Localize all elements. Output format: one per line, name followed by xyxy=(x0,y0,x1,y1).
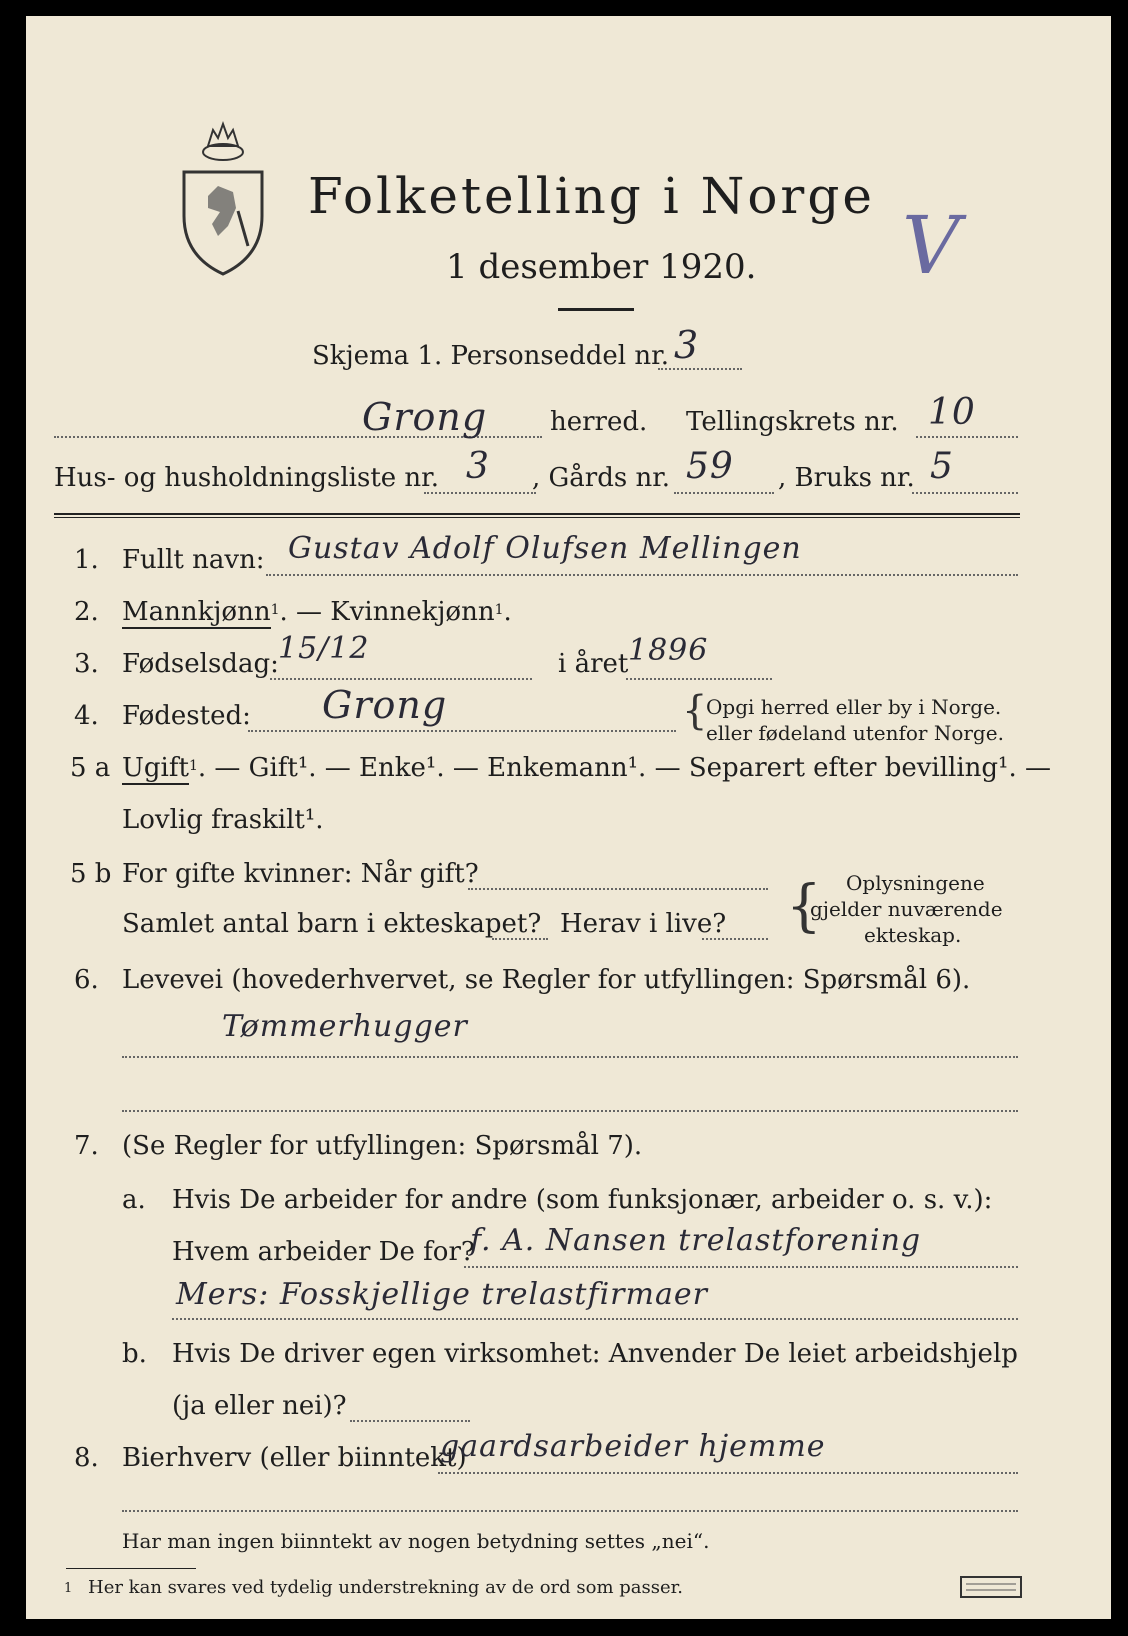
page-title: Folketelling i Norge xyxy=(308,167,875,225)
header-rule-1 xyxy=(54,513,1020,515)
q5b-label: For gifte kvinner: Når gift? xyxy=(122,859,479,889)
census-date: 1 desember 1920. xyxy=(446,247,757,287)
hus-value: 3 xyxy=(466,446,490,487)
q4-label: Fødested: xyxy=(122,701,251,731)
female-option: . — Kvinnekjønn xyxy=(279,597,495,627)
male-option: Mannkjønn xyxy=(122,597,271,627)
q7b-label: Hvis De driver egen virksomhet: Anvender De leiet arbeidshjelp xyxy=(172,1339,1018,1369)
q5a-line2: Lovlig fraskilt¹. xyxy=(122,805,324,835)
q5b-note-2: gjelder nuværende xyxy=(810,897,1003,921)
q7-label: (Se Regler for utfyllingen: Spørsmål 7). xyxy=(122,1131,643,1161)
printer-stamp-icon xyxy=(960,1576,1022,1598)
schema-number: 3 xyxy=(674,323,700,367)
birth-date-value: 15/12 xyxy=(278,631,370,666)
q1-number: 1. xyxy=(74,545,99,575)
side-income-value: gaardsarbeider hjemme xyxy=(440,1429,826,1464)
q5a-options: Ugift$^1$. — Gift¹. — Enke¹. — Enkemann¹. — Separert efter bevilling¹. — xyxy=(122,753,1052,783)
herred-value: Grong xyxy=(362,395,488,439)
footnote-text: Her kan svares ved tydelig understrekning av de ord som passer. xyxy=(88,1577,683,1598)
q4-number: 4. xyxy=(74,701,99,731)
unmarried-option: Ugift xyxy=(122,753,189,783)
q5b-number: 5 b xyxy=(70,859,112,889)
q7a-letter: a. xyxy=(122,1185,146,1215)
schema-label: Skjema 1. Personseddel nr. xyxy=(312,341,669,371)
q5a-number: 5 a xyxy=(70,753,111,783)
q7b-letter: b. xyxy=(122,1339,147,1369)
q2-number: 2. xyxy=(74,597,99,627)
header-rule-2 xyxy=(54,517,1020,518)
bruks-label: , Bruks nr. xyxy=(778,463,915,493)
birth-year-value: 1896 xyxy=(628,633,709,668)
footnote-rule xyxy=(66,1568,196,1569)
check-mark: V xyxy=(902,199,961,292)
q5b-children-label: Samlet antal barn i ekteskapet? xyxy=(122,909,542,939)
q4-note-1: Opgi herred eller by i Norge. xyxy=(706,695,1002,719)
herred-label: herred. xyxy=(550,407,648,437)
q3-label: Fødselsdag: xyxy=(122,649,279,679)
birthplace-value: Grong xyxy=(322,683,448,727)
bruks-value: 5 xyxy=(930,446,954,487)
full-name-value: Gustav Adolf Olufsen Mellingen xyxy=(288,531,802,566)
q5b-note-3: ekteskap. xyxy=(864,923,962,947)
q2-options: Mannkjønn$^1$. — Kvinnekjønn$^1$. xyxy=(122,597,512,627)
q3-number: 3. xyxy=(74,649,99,679)
footer-note: Har man ingen biinntekt av nogen betydning settes „nei“. xyxy=(122,1529,710,1553)
q7b-line2: (ja eller nei)? xyxy=(172,1391,347,1421)
title-divider xyxy=(558,308,634,311)
census-form-page: Folketelling i Norge 1 desember 1920. V Skjema 1. Personseddel nr. 3 Grong herred. Tellingskrets nr. 10 Hus- og husholdningsliste nr. 3 , Gårds nr. 59 , Bruks nr. 5 1. Fullt navn: Gustav Adolf Olufsen Mellingen 2. Mannkjønn$^1$. — Kvinnekjønn$^1$. 3. Fødselsdag: 15/12 i året 1896 4. Fødested: Grong { Opgi herred eller by i Norge. eller fødeland utenfor Norge. 5 a Ugift$^1$. — Gift¹. — Enke¹. — Enkemann¹. — Separert efter bevilling¹. — Lovlig fraskilt¹. 5 b For gifte kvinner: Når gift? Samlet antal barn i ekteskapet? Herav i live? { Oplysningene gjelder nuværende ekteskap. 6. Levevei (hovederhvervet, se Regler for utfyllingen: Spørsmål 6). Tømmerhugger 7. (Se Regler for utfyllingen: Spørsmål 7). a. Hvis De arbeider for andre (som funksjonær, arbeider o. s. v.): Hvem arbeider De for? f. A. Nansen trelastforening Mers: Fosskjellige trelastfirmaer b. Hvis De driver egen virksomhet: Anvender De leiet arbeidshjelp (ja eller nei)? 8. Bierhverv (eller biinntekt) gaardsarbeider hjemme Har man ingen biinntekt av nogen betydning settes „nei“. 1 Her kan svares ved tydelig understrekning av de ord som passer. xyxy=(26,16,1111,1619)
footnote-number: 1 xyxy=(64,1581,73,1596)
q4-note-2: eller fødeland utenfor Norge. xyxy=(706,721,1004,745)
q8-label: Bierhverv (eller biinntekt) xyxy=(122,1443,467,1473)
hus-label: Hus- og husholdningsliste nr. xyxy=(54,463,440,493)
gards-label: , Gårds nr. xyxy=(532,463,671,493)
q5b-alive-label: Herav i live? xyxy=(560,909,727,939)
q3-year-label: i året xyxy=(558,649,629,679)
q1-label: Fullt navn: xyxy=(122,545,265,575)
q7a-label: Hvis De arbeider for andre (som funksjonær, arbeider o. s. v.): xyxy=(172,1185,993,1215)
q6-label: Levevei (hovederhvervet, se Regler for utfyllingen: Spørsmål 6). xyxy=(122,965,971,995)
employer-value-line2: Mers: Fosskjellige trelastfirmaer xyxy=(176,1277,708,1312)
occupation-value: Tømmerhugger xyxy=(222,1009,468,1044)
norway-coat-of-arms-icon xyxy=(178,116,268,276)
q6-number: 6. xyxy=(74,965,99,995)
q7-number: 7. xyxy=(74,1131,99,1161)
q7a-who-label: Hvem arbeider De for? xyxy=(172,1237,475,1267)
employer-value: f. A. Nansen trelastforening xyxy=(470,1223,922,1258)
q8-number: 8. xyxy=(74,1443,99,1473)
tellingskrets-value: 10 xyxy=(928,392,976,433)
tellingskrets-label: Tellingskrets nr. xyxy=(686,407,899,437)
q5b-note-1: Oplysningene xyxy=(846,871,985,895)
gards-value: 59 xyxy=(686,446,734,487)
